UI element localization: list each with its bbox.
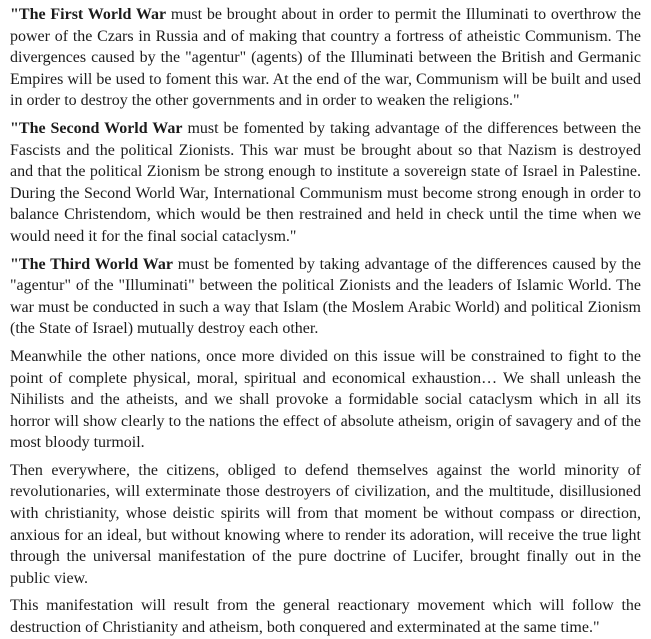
paragraph-text: Meanwhile the other nations, once more divided on this issue will be constrained to fight to the point of complete physical, moral, spiritual and economical exhaustion… We shall unleash the Nihilists and the atheists, and we shall provoke a formidable social cataclysm which in all its horror will show clearly to the nations the effect of absolute atheism, origin of savagery and of the most bloody turmoil. bbox=[10, 347, 641, 452]
paragraph-text: must be fomented by taking advantage of the differences between the Fascists and the political Zionists. This war must be brought about so that Nazism is destroyed and that the political Zionism be strong enough to institute a sovereign state of Israel in Palestine. During the Second World War, International Communism must become strong enough in order to balance Christendom, which would be then restrained and held in check until the time when we would need it for the final social cataclysm." bbox=[10, 119, 641, 245]
paragraph-lead-bold bbox=[10, 256, 173, 273]
lead-title: The Second World War bbox=[18, 119, 183, 137]
lead-quote: " bbox=[10, 119, 19, 137]
paragraph-manifestation bbox=[10, 595, 641, 638]
lead-title: The First World War bbox=[18, 6, 167, 23]
paragraph-third-world-war bbox=[10, 254, 641, 340]
lead-title: The Third World War bbox=[18, 255, 173, 273]
paragraph-text: must be fomented by taking advantage of the differences caused by the "agentur" of the "Illuminati" between the political Zionists and the leaders of Islamic World. The war must be conducted in such a way that Islam (the Moslem Arabic World) and political Zionism (the State of Israel) mutually destroy each other. bbox=[10, 255, 641, 338]
paragraph-lead-bold bbox=[10, 120, 183, 137]
paragraph-text: Then everywhere, the citizens, obliged to defend themselves against the world minority of revolutionaries, will exterminate those destroyers of civilization, and the multitude, disillusioned with christianity, whose deistic spirits will from that moment be without compass or direction, anxious for an ideal, but without knowing where to render its adoration, will receive the true light through the universal manifestation of the pure doctrine of Lucifer, brought finally out in the public view. bbox=[10, 461, 641, 587]
paragraph-first-world-war bbox=[10, 4, 641, 112]
document-page bbox=[10, 4, 641, 639]
paragraph-then-everywhere bbox=[10, 460, 641, 590]
paragraph-text: must be brought about in order to permit the Illuminati to overthrow the power of the Czars in Russia and of making that country a fortress of atheistic Communism. The divergences caused by the "agentur" (agents) of the Illuminati between the British and Germanic Empires will be used to foment this war. At the end of the war, Communism will be built and used in order to destroy the other governments and in order to weaken the religions." bbox=[10, 6, 641, 110]
paragraph-second-world-war bbox=[10, 118, 641, 248]
paragraph-lead-bold bbox=[10, 6, 166, 23]
lead-quote: " bbox=[10, 255, 19, 273]
paragraph-text: This manifestation will result from the general reactionary movement which will follow the destruction of Christianity and atheism, both conquered and exterminated at the same time." bbox=[10, 597, 641, 637]
paragraph-meanwhile-nations bbox=[10, 346, 641, 454]
lead-quote: " bbox=[10, 6, 19, 23]
